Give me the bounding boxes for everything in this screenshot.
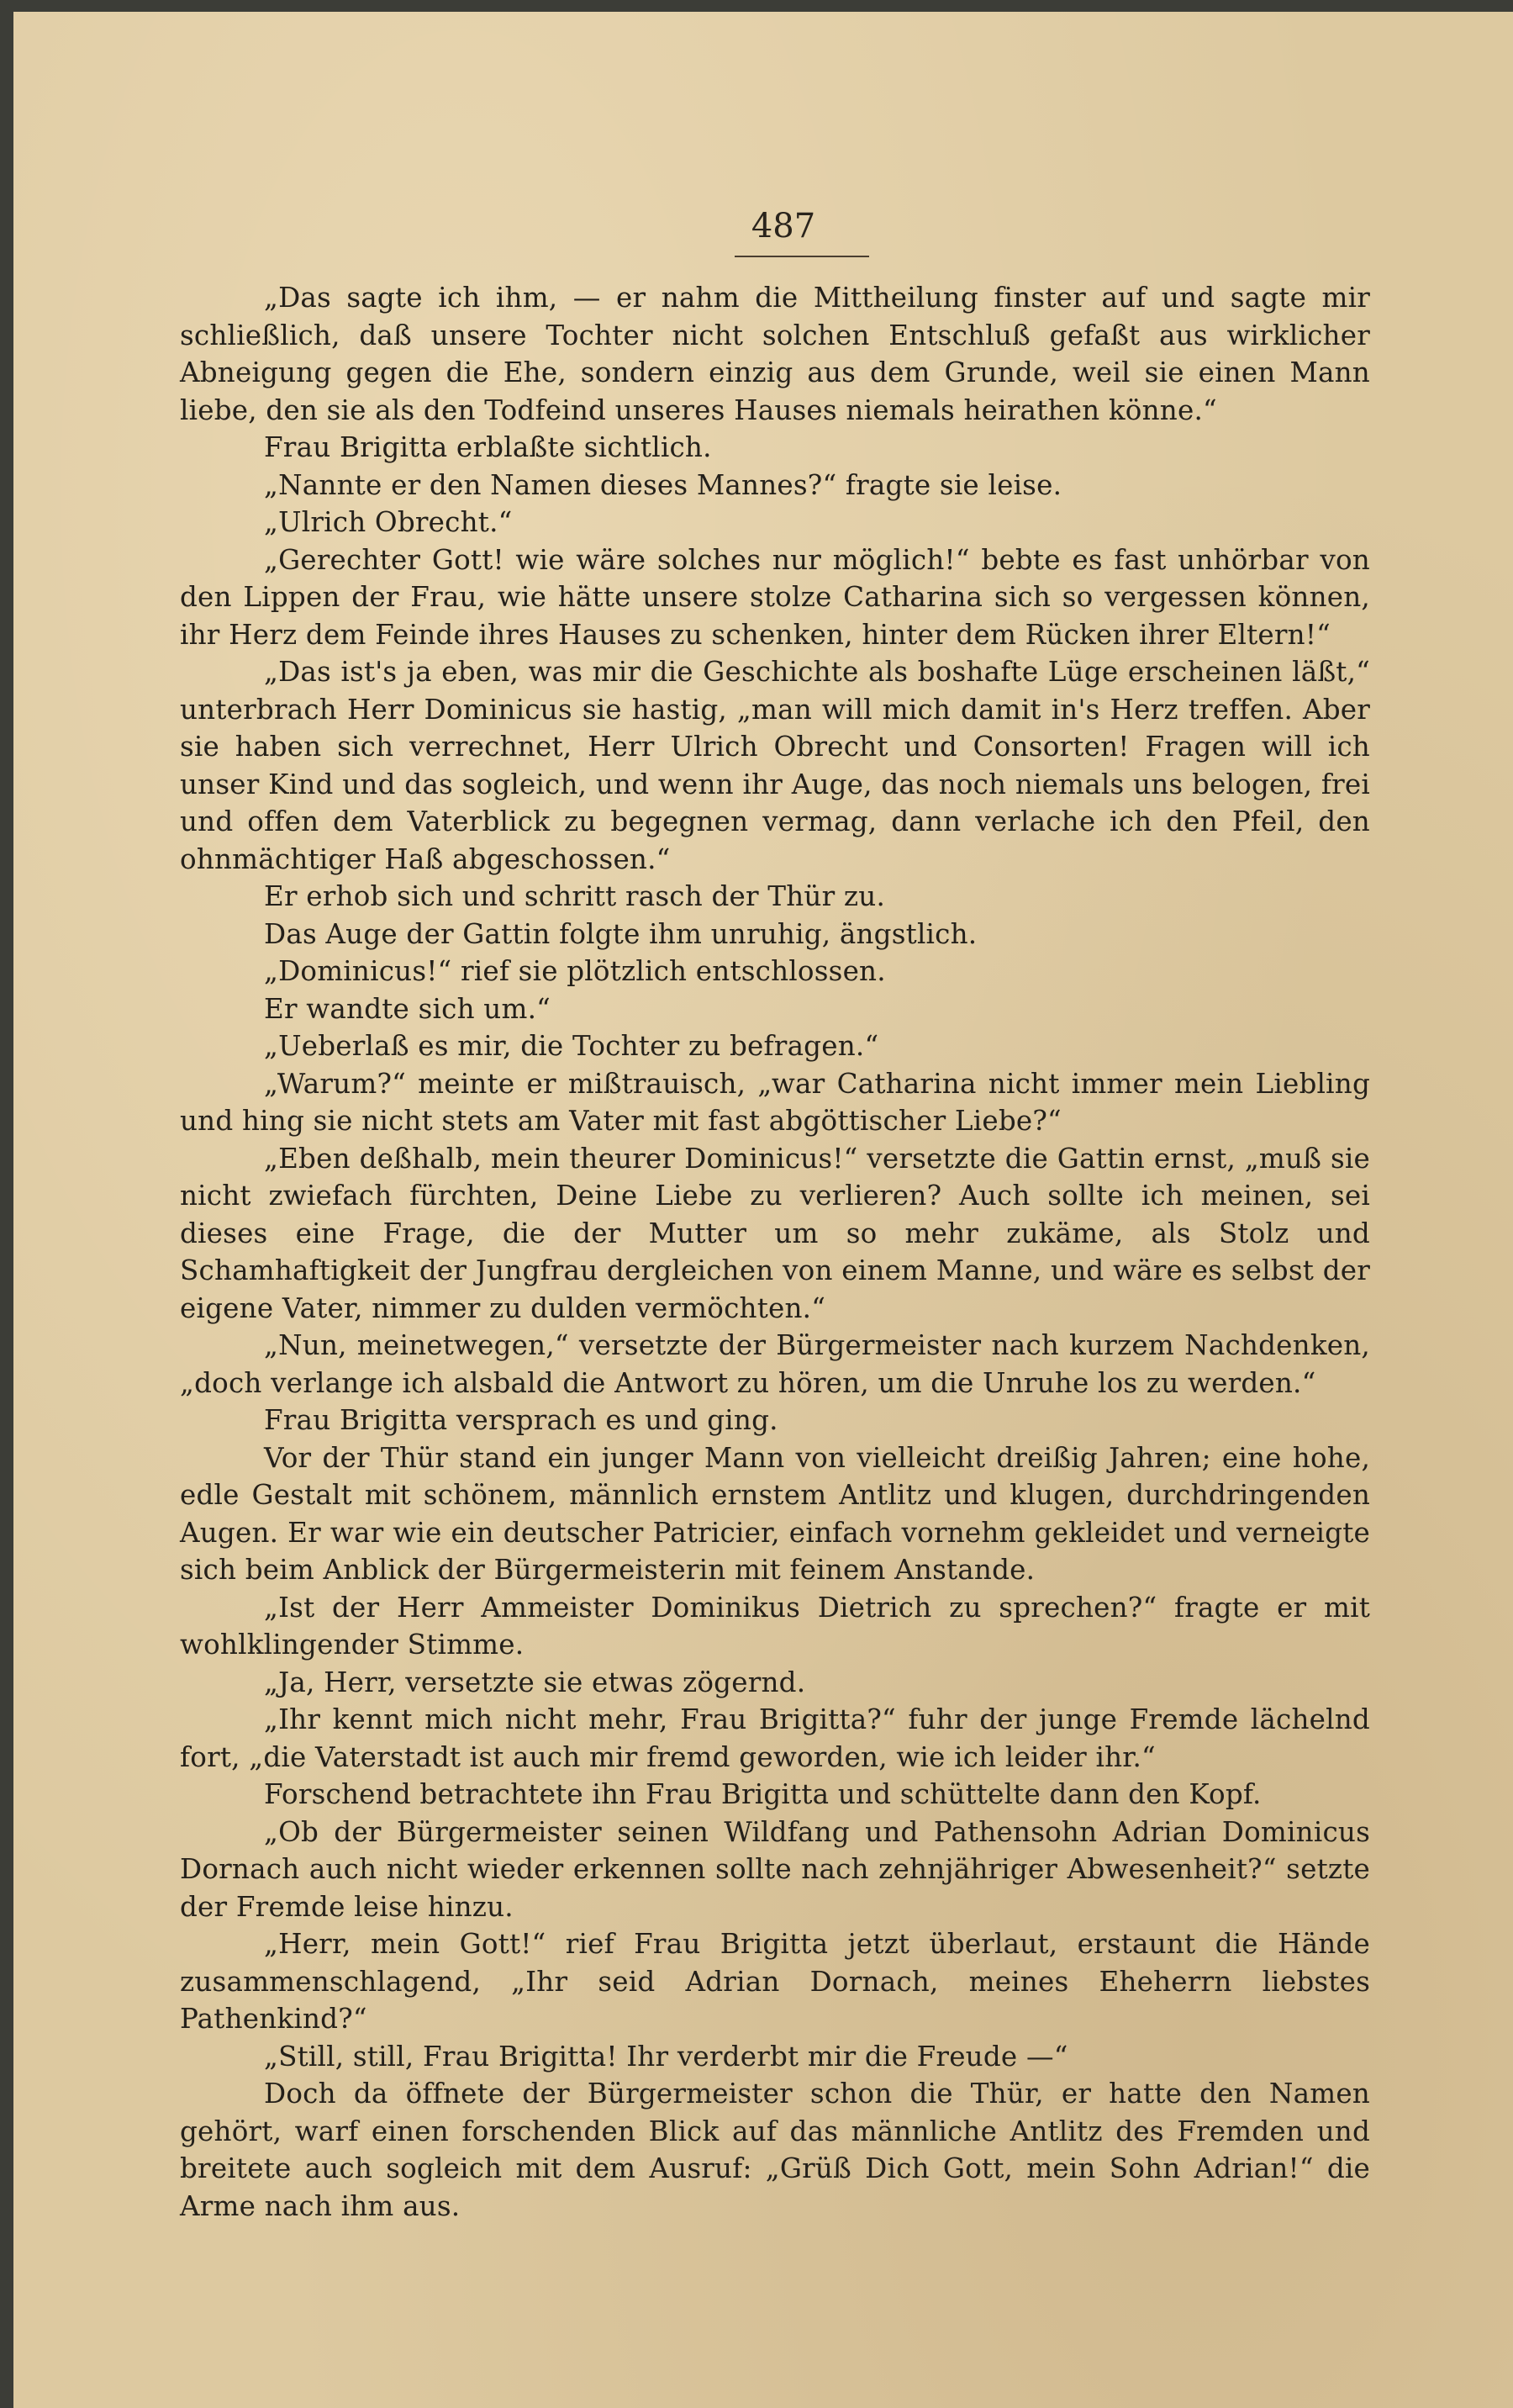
paragraph: Vor der Thür stand ein junger Mann von vielleicht dreißig Jahren; eine hohe, edle Gestalt mit schönem, männlich ernstem Antlitz und klugen, durchdringenden Augen. Er war wie ein deutscher Patricier, einfach vornehm gekleidet und verneigte sich beim Anblick der Bürgermeisterin mit feinem Anstande. [180, 1441, 1370, 1586]
paragraph: „Ob der Bürgermeister seinen Wildfang und Pathensohn Adrian Dominicus Dornach auch nicht wieder erkennen sollte nach zehnjähriger Abwesenheit?“ setzte der Fremde leise hinzu. [180, 1815, 1370, 1923]
paragraph: „Das sagte ich ihm, — er nahm die Mittheilung finster auf und sagte mir schließlich, daß unsere Tochter nicht solchen Entschluß gefaßt aus wirklicher Abneigung gegen die Ehe, sondern einzig aus dem Grunde, weil sie einen Mann liebe, den sie als den Todfeind unseres Hauses niemals heirathen könne.“ [180, 282, 1370, 426]
paragraph: „Still, still, Frau Brigitta! Ihr verderbt mir die Freude —“ [264, 2040, 1068, 2073]
paragraph: „Dominicus!“ rief sie plötzlich entschlossen. [264, 955, 886, 987]
paragraph: Er wandte sich um.“ [264, 992, 551, 1025]
paragraph: „Nannte er den Namen dieses Mannes?“ fragte sie leise. [264, 468, 1062, 501]
body-text [180, 279, 1370, 2225]
paragraph: „Ueberlaß es mir, die Tochter zu befragen.“ [264, 1030, 879, 1062]
page-number: 487 [751, 207, 816, 246]
paragraph: „Herr, mein Gott!“ rief Frau Brigitta jetzt überlaut, erstaunt die Hände zusammenschlagend, „Ihr seid Adrian Dornach, meines Eheherrn liebstes Pathenkind?“ [180, 1928, 1370, 2035]
paragraph: „Ihr kennt mich nicht mehr, Frau Brigitta?“ fuhr der junge Fremde lächelnd fort, „die Vaterstadt ist auch mir fremd geworden, wie ich leider ihr.“ [180, 1703, 1370, 1773]
paragraph: „Gerechter Gott! wie wäre solches nur möglich!“ bebte es fast unhörbar von den Lippen der Frau, wie hätte unsere stolze Catharina sich so vergessen können, ihr Herz dem Feinde ihres Hauses zu schenken, hinter dem Rücken ihrer Eltern!“ [180, 543, 1370, 651]
paragraph: Forschend betrachtete ihn Frau Brigitta und schüttelte dann den Kopf. [264, 1778, 1262, 1810]
header-rule [735, 256, 869, 257]
paragraph: Das Auge der Gattin folgte ihm unruhig, ängstlich. [264, 917, 978, 950]
paragraph: „Warum?“ meinte er mißtrauisch, „war Catharina nicht immer mein Liebling und hing sie nicht stets am Vater mit fast abgöttischer Liebe?“ [180, 1067, 1370, 1137]
paragraph: „Das ist's ja eben, was mir die Geschichte als boshafte Lüge erscheinen läßt,“ unterbrach Herr Dominicus sie hastig, „man will mich damit in's Herz treffen. Aber sie haben sich verrechnet, Herr Ulrich Obrecht und Consorten! Fragen will ich unser Kind und das sogleich, und wenn ihr Auge, das noch niemals uns belogen, frei und offen dem Vaterblick zu begegnen vermag, dann verlache ich den Pfeil, den ohnmächtiger Haß abgeschossen.“ [180, 656, 1370, 875]
paragraph: „Ist der Herr Ammeister Dominikus Dietrich zu sprechen?“ fragte er mit wohlklingender Stimme. [180, 1591, 1370, 1661]
paragraph: „Eben deßhalb, mein theurer Dominicus!“ versetzte die Gattin ernst, „muß sie nicht zwiefach fürchten, Deine Liebe zu verlieren? Auch sollte ich meinen, sei dieses eine Frage, die der Mutter um so mehr zukäme, als Stolz und Schamhaftigkeit der Jungfrau dergleichen von einem Manne, und wäre es selbst der eigene Vater, nimmer zu dulden vermöchten.“ [180, 1142, 1370, 1324]
paragraph: Frau Brigitta erblaßte sichtlich. [264, 431, 712, 463]
book-page [13, 12, 1513, 2408]
paragraph: Doch da öffnete der Bürgermeister schon die Thür, er hatte den Namen gehört, warf einen forschenden Blick auf das männliche Antlitz des Fremden und breitete auch sogleich mit dem Ausruf: „Grüß Dich Gott, mein Sohn Adrian!“ die Arme nach ihm aus. [180, 2078, 1370, 2222]
paragraph: „Nun, meinetwegen,“ versetzte der Bürgermeister nach kurzem Nachdenken, „doch verlange ich alsbald die Antwort zu hören, um die Unruhe los zu werden.“ [180, 1329, 1370, 1399]
paragraph: „Ja, Herr, versetzte sie etwas zögernd. [264, 1666, 806, 1698]
paragraph: Frau Brigitta versprach es und ging. [264, 1404, 778, 1436]
paragraph: „Ulrich Obrecht.“ [264, 506, 513, 538]
paragraph: Er erhob sich und schritt rasch der Thür zu. [264, 880, 886, 912]
